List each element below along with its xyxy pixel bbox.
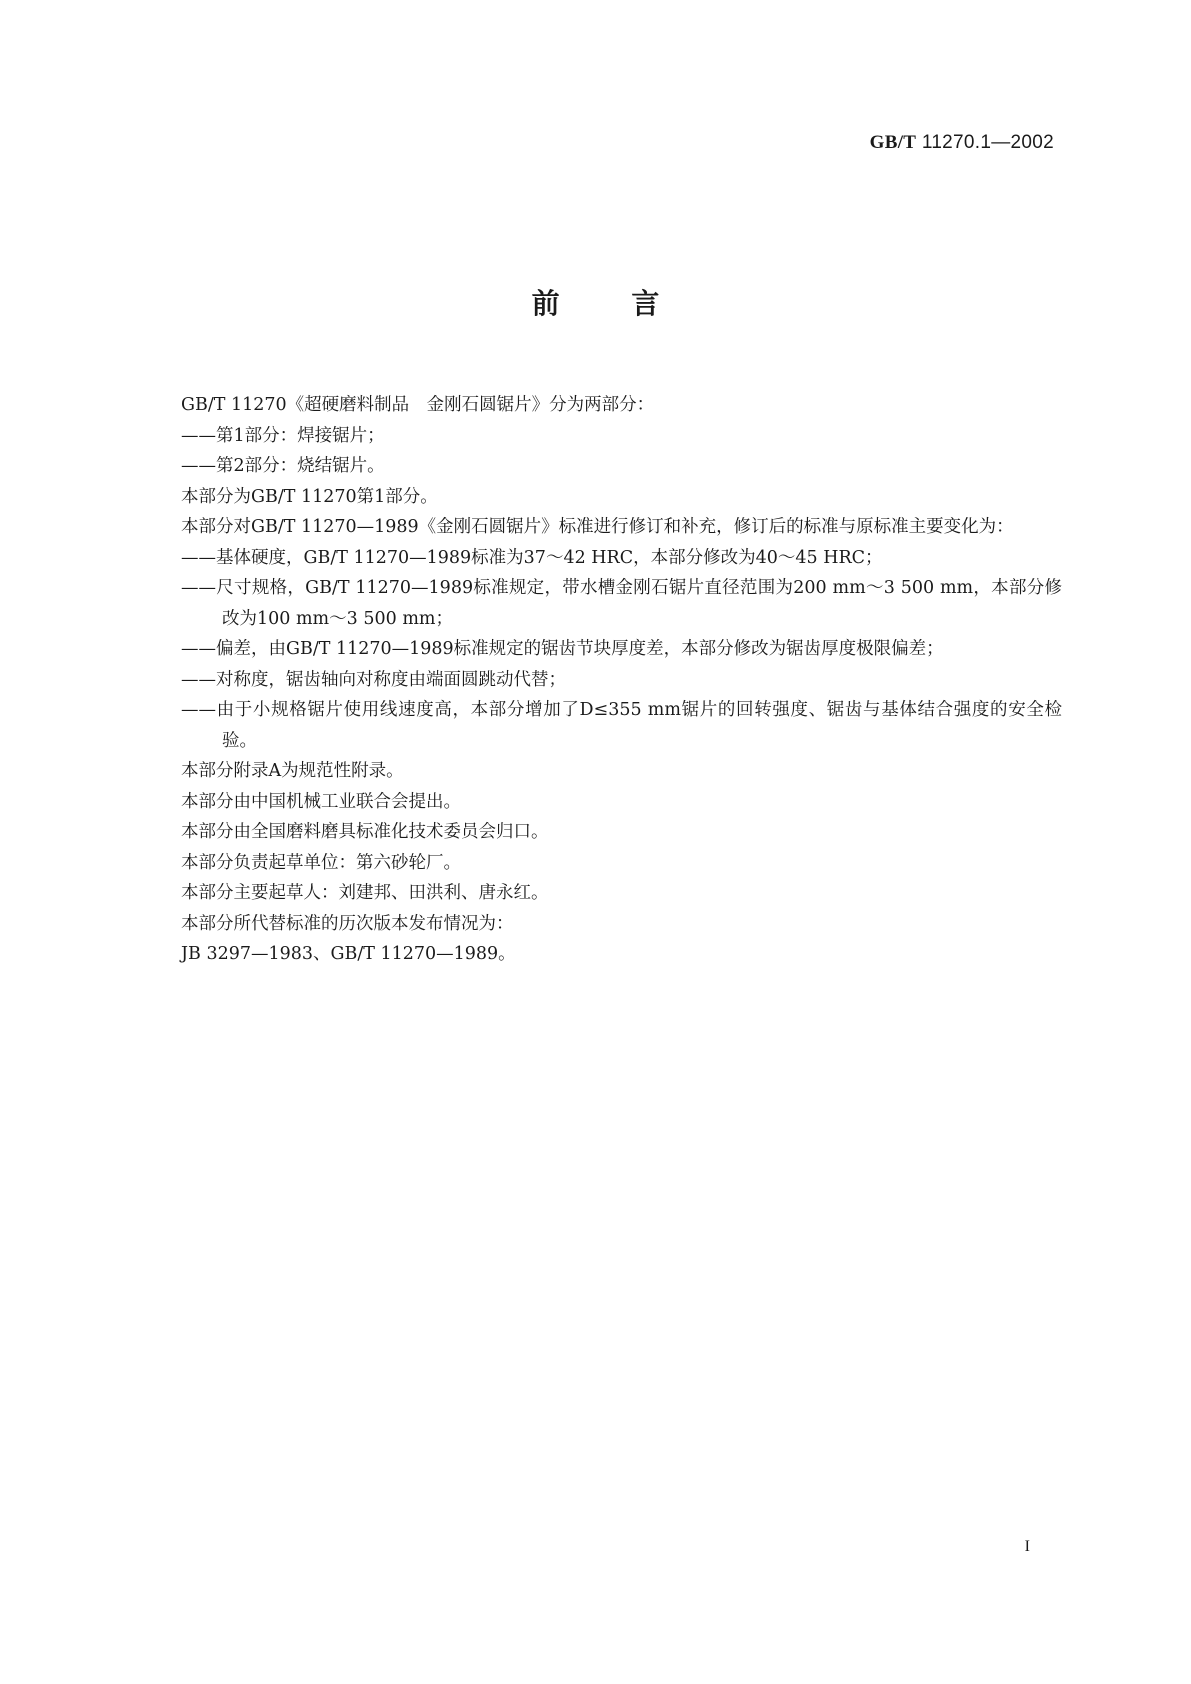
paragraph: GB/T 11270《超硬磨料制品 金刚石圆锯片》分为两部分： bbox=[181, 395, 655, 415]
paragraph: 本部分由全国磨料磨具标准化技术委员会归口。 bbox=[181, 822, 549, 842]
standard-prefix: GB/T bbox=[869, 132, 917, 153]
paragraph: 本部分负责起草单位：第六砂轮厂。 bbox=[181, 852, 461, 873]
paragraph: 本部分为GB/T 11270第1部分。 bbox=[181, 486, 438, 507]
list-item: ——第2部分：烧结锯片。 bbox=[181, 456, 385, 476]
paragraph: 本部分附录A为规范性附录。 bbox=[181, 761, 404, 781]
list-item: ——对称度，锯齿轴向对称度由端面圆跳动代替； bbox=[181, 669, 566, 690]
page-number: I bbox=[1024, 1538, 1030, 1555]
list-item: ——第1部分：焊接锯片； bbox=[181, 425, 385, 446]
standard-number: 11270.1—2002 bbox=[921, 132, 1054, 153]
foreword-body bbox=[140, 390, 1062, 970]
paragraph: 本部分由中国机械工业联合会提出。 bbox=[181, 791, 461, 812]
paragraph: 本部分对GB/T 11270—1989《金刚石圆锯片》标准进行修订和补充，修订后的标准与原标准主要变化为： bbox=[181, 517, 1014, 537]
standard-code-header bbox=[870, 132, 1054, 154]
list-item: ——尺寸规格，GB/T 11270—1989标准规定，带水槽金刚石锯片直径范围为200 mm～3 500 mm，本部分修改为100 mm～3 500 mm； bbox=[181, 578, 1062, 629]
page-title bbox=[0, 282, 1191, 322]
paragraph: 本部分所代替标准的历次版本发布情况为： bbox=[181, 913, 514, 934]
title-char-2: 言 bbox=[631, 287, 660, 320]
paragraph: 本部分主要起草人：刘建邦、田洪利、唐永红。 bbox=[181, 883, 549, 903]
list-item: ——基体硬度，GB/T 11270—1989标准为37～42 HRC，本部分修改为40～45 HRC； bbox=[181, 547, 883, 568]
list-item: ——由于小规格锯片使用线速度高，本部分增加了D≤355 mm锯片的回转强度、锯齿与基体结合强度的安全检验。 bbox=[181, 700, 1062, 751]
title-char-1: 前 bbox=[531, 287, 560, 320]
paragraph: JB 3297—1983、GB/T 11270—1989。 bbox=[181, 944, 516, 964]
list-item: ——偏差，由GB/T 11270—1989标准规定的锯齿节块厚度差，本部分修改为锯齿厚度极限偏差； bbox=[181, 639, 944, 659]
